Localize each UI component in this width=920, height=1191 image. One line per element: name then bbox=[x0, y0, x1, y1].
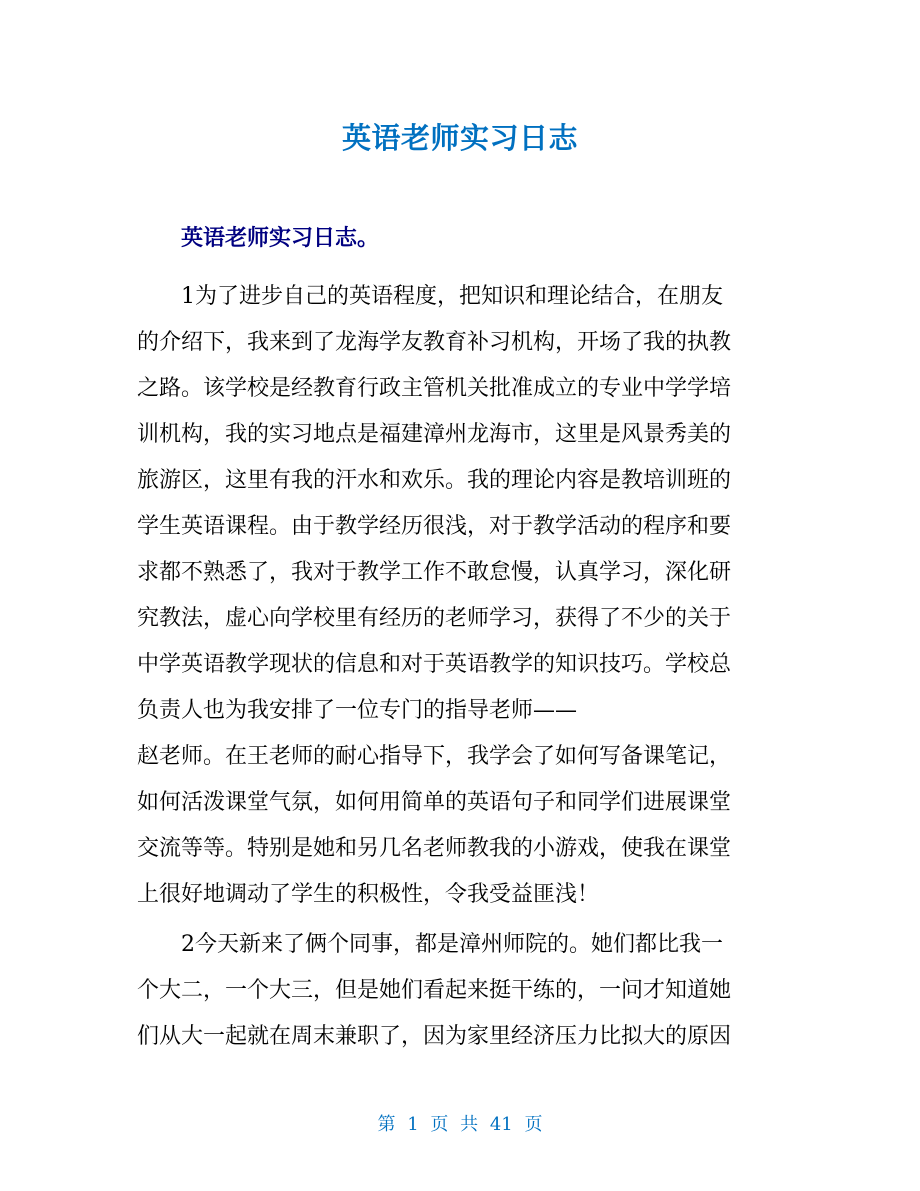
page-number-footer: 第 1 页 共 41 页 bbox=[377, 1114, 543, 1135]
paragraph-line: 如何活泼课堂气氛，如何用简单的英语句子和同学们进展课堂 bbox=[137, 790, 732, 815]
paragraph-line: 学生英语课程。由于教学经历很浅，对于教学活动的程序和要 bbox=[137, 514, 732, 539]
paragraph-line: 2今天新来了俩个同事，都是漳州师院的。她们都比我一 bbox=[181, 932, 723, 957]
paragraph-line: 们从大一起就在周末兼职了，因为家里经济压力比拟大的原因 bbox=[137, 1024, 732, 1049]
paragraph-line: 1为了进步自己的英语程度，把知识和理论结合，在朋友 bbox=[181, 284, 723, 309]
document-title: 英语老师实习日志 bbox=[341, 121, 578, 155]
paragraph-line: 的介绍下，我来到了龙海学友教育补习机构，开场了我的执教 bbox=[137, 330, 732, 355]
paragraph-line: 中学英语教学现状的信息和对于英语教学的知识技巧。学校总 bbox=[137, 652, 732, 677]
paragraph-line: 训机构，我的实习地点是福建漳州龙海市，这里是风景秀美的 bbox=[137, 422, 732, 447]
paragraph-line: 赵老师。在王老师的耐心指导下，我学会了如何写备课笔记， bbox=[137, 744, 732, 769]
document-subtitle: 英语老师实习日志。 bbox=[181, 226, 380, 251]
paragraph-2 bbox=[137, 922, 797, 1060]
paragraph-line: 交流等等。特别是她和另几名老师教我的小游戏，使我在课堂 bbox=[137, 836, 732, 861]
paragraph-line: 之路。该学校是经教育行政主管机关批准成立的专业中学学培 bbox=[137, 376, 732, 401]
paragraph-1 bbox=[137, 274, 797, 918]
paragraph-line: 负责人也为我安排了一位专门的指导老师—— bbox=[137, 698, 578, 723]
paragraph-line: 个大二，一个大三，但是她们看起来挺干练的，一问才知道她 bbox=[137, 978, 732, 1003]
paragraph-line: 旅游区，这里有我的汗水和欢乐。我的理论内容是教培训班的 bbox=[137, 468, 732, 493]
paragraph-line: 求都不熟悉了，我对于教学工作不敢怠慢，认真学习，深化研 bbox=[137, 560, 732, 585]
paragraph-line: 究教法，虚心向学校里有经历的老师学习，获得了不少的关于 bbox=[137, 606, 732, 631]
paragraph-line: 上很好地调动了学生的积极性，令我受益匪浅！ bbox=[137, 882, 600, 907]
